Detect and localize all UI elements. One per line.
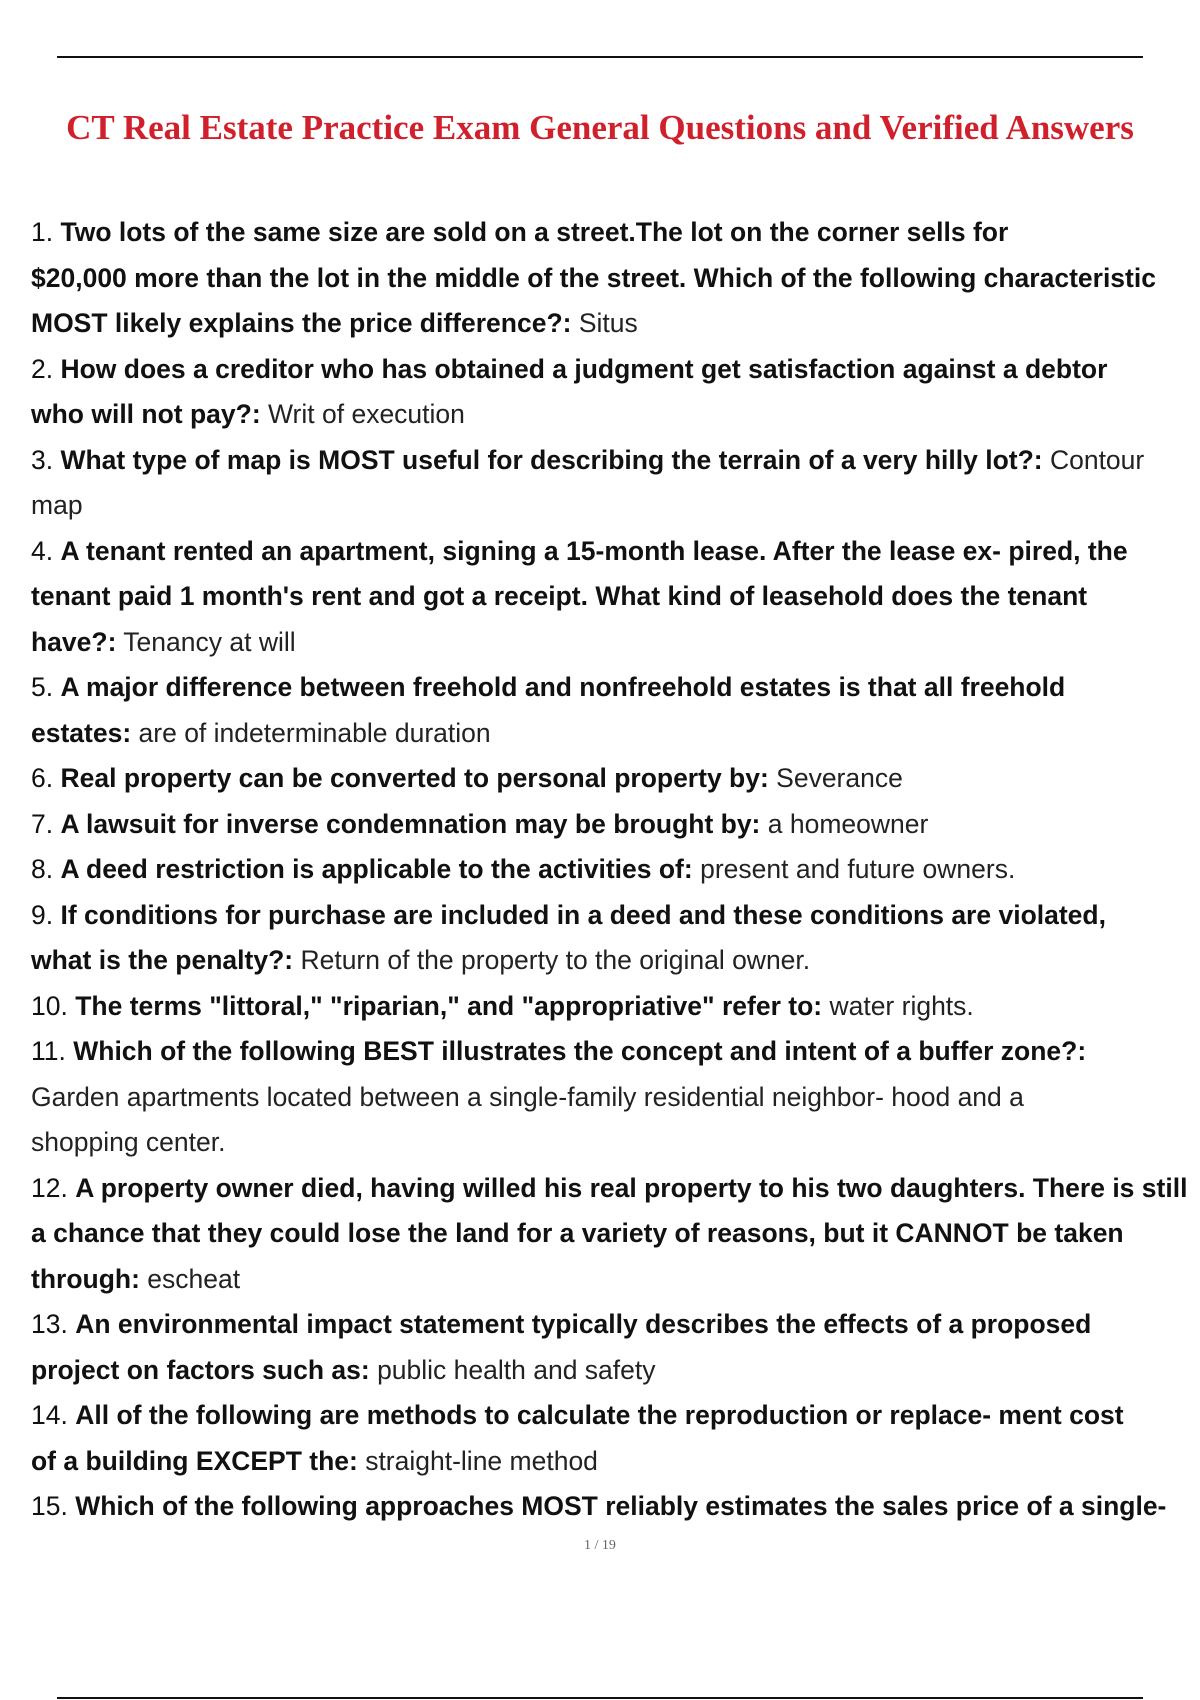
answer-text: Tenancy at will (116, 626, 296, 657)
question-item (31, 347, 1200, 438)
question-text: estates: (31, 717, 132, 748)
question-number: 6. (31, 763, 54, 793)
answer-text: are of indeterminable duration (131, 717, 491, 748)
answer-text: escheat (139, 1263, 241, 1294)
question-item (31, 210, 1200, 347)
question-line (31, 1348, 1200, 1394)
question-text: what is the penalty?: (31, 945, 294, 975)
question-item (31, 984, 1200, 1030)
question-number: 14. (31, 1400, 68, 1430)
question-text: who will not pay?: (31, 399, 261, 429)
question-line (31, 756, 1200, 802)
question-text: What type of map is MOST useful for describing the terrain of a very hilly lot?: (60, 444, 1043, 475)
answer-text: a homeowner (760, 808, 929, 839)
question-text: tenant paid 1 month's rent and got a receipt. What kind of leasehold does the tenant (31, 581, 1088, 611)
question-item (31, 1393, 1200, 1484)
question-item (31, 665, 1200, 756)
question-text: project on factors such as: (31, 1354, 370, 1385)
question-text: The terms "littoral," "riparian," and "appropriative" refer to: (75, 990, 823, 1021)
question-list (31, 210, 1200, 1530)
top-rule (57, 56, 1143, 58)
question-text: A deed restriction is applicable to the activities of: (60, 854, 693, 884)
question-line (31, 1393, 1200, 1439)
question-number: 11. (31, 1036, 66, 1066)
question-item (31, 1166, 1200, 1303)
question-text: a chance that they could lose the land for a variety of reasons, but it CANNOT be taken (31, 1218, 1124, 1248)
question-line (31, 438, 1200, 484)
bottom-rule (57, 1697, 1143, 1699)
answer-text: map (31, 490, 83, 520)
question-item (31, 529, 1200, 666)
answer-text: present and future owners. (692, 854, 1016, 884)
question-number: 7. (31, 808, 54, 839)
question-line (31, 574, 1200, 620)
answer-text: Contour (1042, 444, 1145, 475)
question-text: $20,000 more than the lot in the middle of the street. Which of the following characteristic (31, 262, 1156, 293)
question-text: A major difference between freehold and nonfreehold estates is that all freehold (60, 672, 1066, 702)
answer-text: water rights. (822, 990, 974, 1021)
question-text: How does a creditor who has obtained a judgment get satisfaction against a debtor (60, 353, 1108, 384)
question-number: 15. (31, 1491, 68, 1521)
question-item (31, 756, 1200, 802)
question-text: All of the following are methods to calculate the reproduction or replace- ment cost (75, 1400, 1124, 1430)
question-item (31, 893, 1200, 984)
question-text: MOST likely explains the price difference?: (31, 308, 572, 338)
answer-text: Garden apartments located between a single-family residential neighbor- hood and a (31, 1081, 1024, 1112)
answer-text: Writ of execution (260, 399, 465, 429)
answer-text: Severance (768, 763, 903, 793)
question-line (31, 847, 1200, 893)
question-number: 10. (31, 990, 68, 1021)
question-line (31, 1075, 1200, 1121)
question-number: 8. (31, 854, 54, 884)
question-text: Real property can be converted to personal property by: (60, 763, 769, 793)
answer-text: Return of the property to the original owner. (293, 945, 811, 975)
question-line (31, 483, 1200, 529)
answer-text: Situs (571, 308, 638, 338)
question-item (31, 802, 1200, 848)
question-number: 4. (31, 535, 54, 566)
question-item (31, 847, 1200, 893)
question-line (31, 301, 1200, 347)
question-item (31, 1029, 1200, 1166)
question-line (31, 893, 1200, 939)
question-text: of a building EXCEPT the: (31, 1445, 358, 1476)
question-line (31, 1166, 1200, 1212)
page-number: 1 / 19 (584, 1538, 616, 1553)
question-line (31, 392, 1200, 438)
question-line (31, 1029, 1200, 1075)
question-line (31, 1211, 1200, 1257)
question-line (31, 347, 1200, 393)
question-text: have?: (31, 626, 117, 657)
question-line (31, 210, 1200, 256)
question-line (31, 665, 1200, 711)
answer-text: public health and safety (369, 1354, 656, 1385)
question-line (31, 1257, 1200, 1303)
question-line (31, 1302, 1200, 1348)
page-title: CT Real Estate Practice Exam General Questions and Verified Answers (66, 108, 1134, 147)
question-item (31, 438, 1200, 529)
question-line (31, 620, 1200, 666)
question-number: 5. (31, 672, 54, 702)
question-item (31, 1302, 1200, 1393)
question-line (31, 711, 1200, 757)
question-text: Which of the following approaches MOST reliably estimates the sales price of a single- (75, 1491, 1167, 1521)
question-text: A lawsuit for inverse condemnation may be brought by: (60, 808, 761, 839)
question-number: 13. (31, 1309, 68, 1339)
question-text: Which of the following BEST illustrates the concept and intent of a buffer zone?: (73, 1036, 1087, 1066)
question-text: A tenant rented an apartment, signing a 15-month lease. After the lease ex- pired, the (60, 535, 1128, 566)
question-line (31, 1120, 1200, 1166)
question-line (31, 1439, 1200, 1485)
question-line (31, 938, 1200, 984)
question-text: A property owner died, having willed his real property to his two daughters. There is still (75, 1172, 1188, 1203)
question-item (31, 1484, 1200, 1530)
answer-text: straight-line method (357, 1445, 598, 1476)
question-text: If conditions for purchase are included in a deed and these conditions are violated, (60, 899, 1106, 930)
question-text: Two lots of the same size are sold on a street.The lot on the corner sells for (60, 217, 1009, 247)
question-number: 12. (31, 1172, 68, 1203)
question-number: 9. (31, 899, 54, 930)
question-number: 2. (31, 353, 54, 384)
question-text: An environmental impact statement typically describes the effects of a proposed (75, 1309, 1092, 1339)
question-line (31, 984, 1200, 1030)
question-number: 1. (31, 217, 54, 247)
question-text: through: (31, 1263, 140, 1294)
question-number: 3. (31, 444, 54, 475)
question-line (31, 802, 1200, 848)
question-line (31, 256, 1200, 302)
answer-text: shopping center. (31, 1127, 226, 1157)
question-line (31, 529, 1200, 575)
question-line (31, 1484, 1200, 1530)
